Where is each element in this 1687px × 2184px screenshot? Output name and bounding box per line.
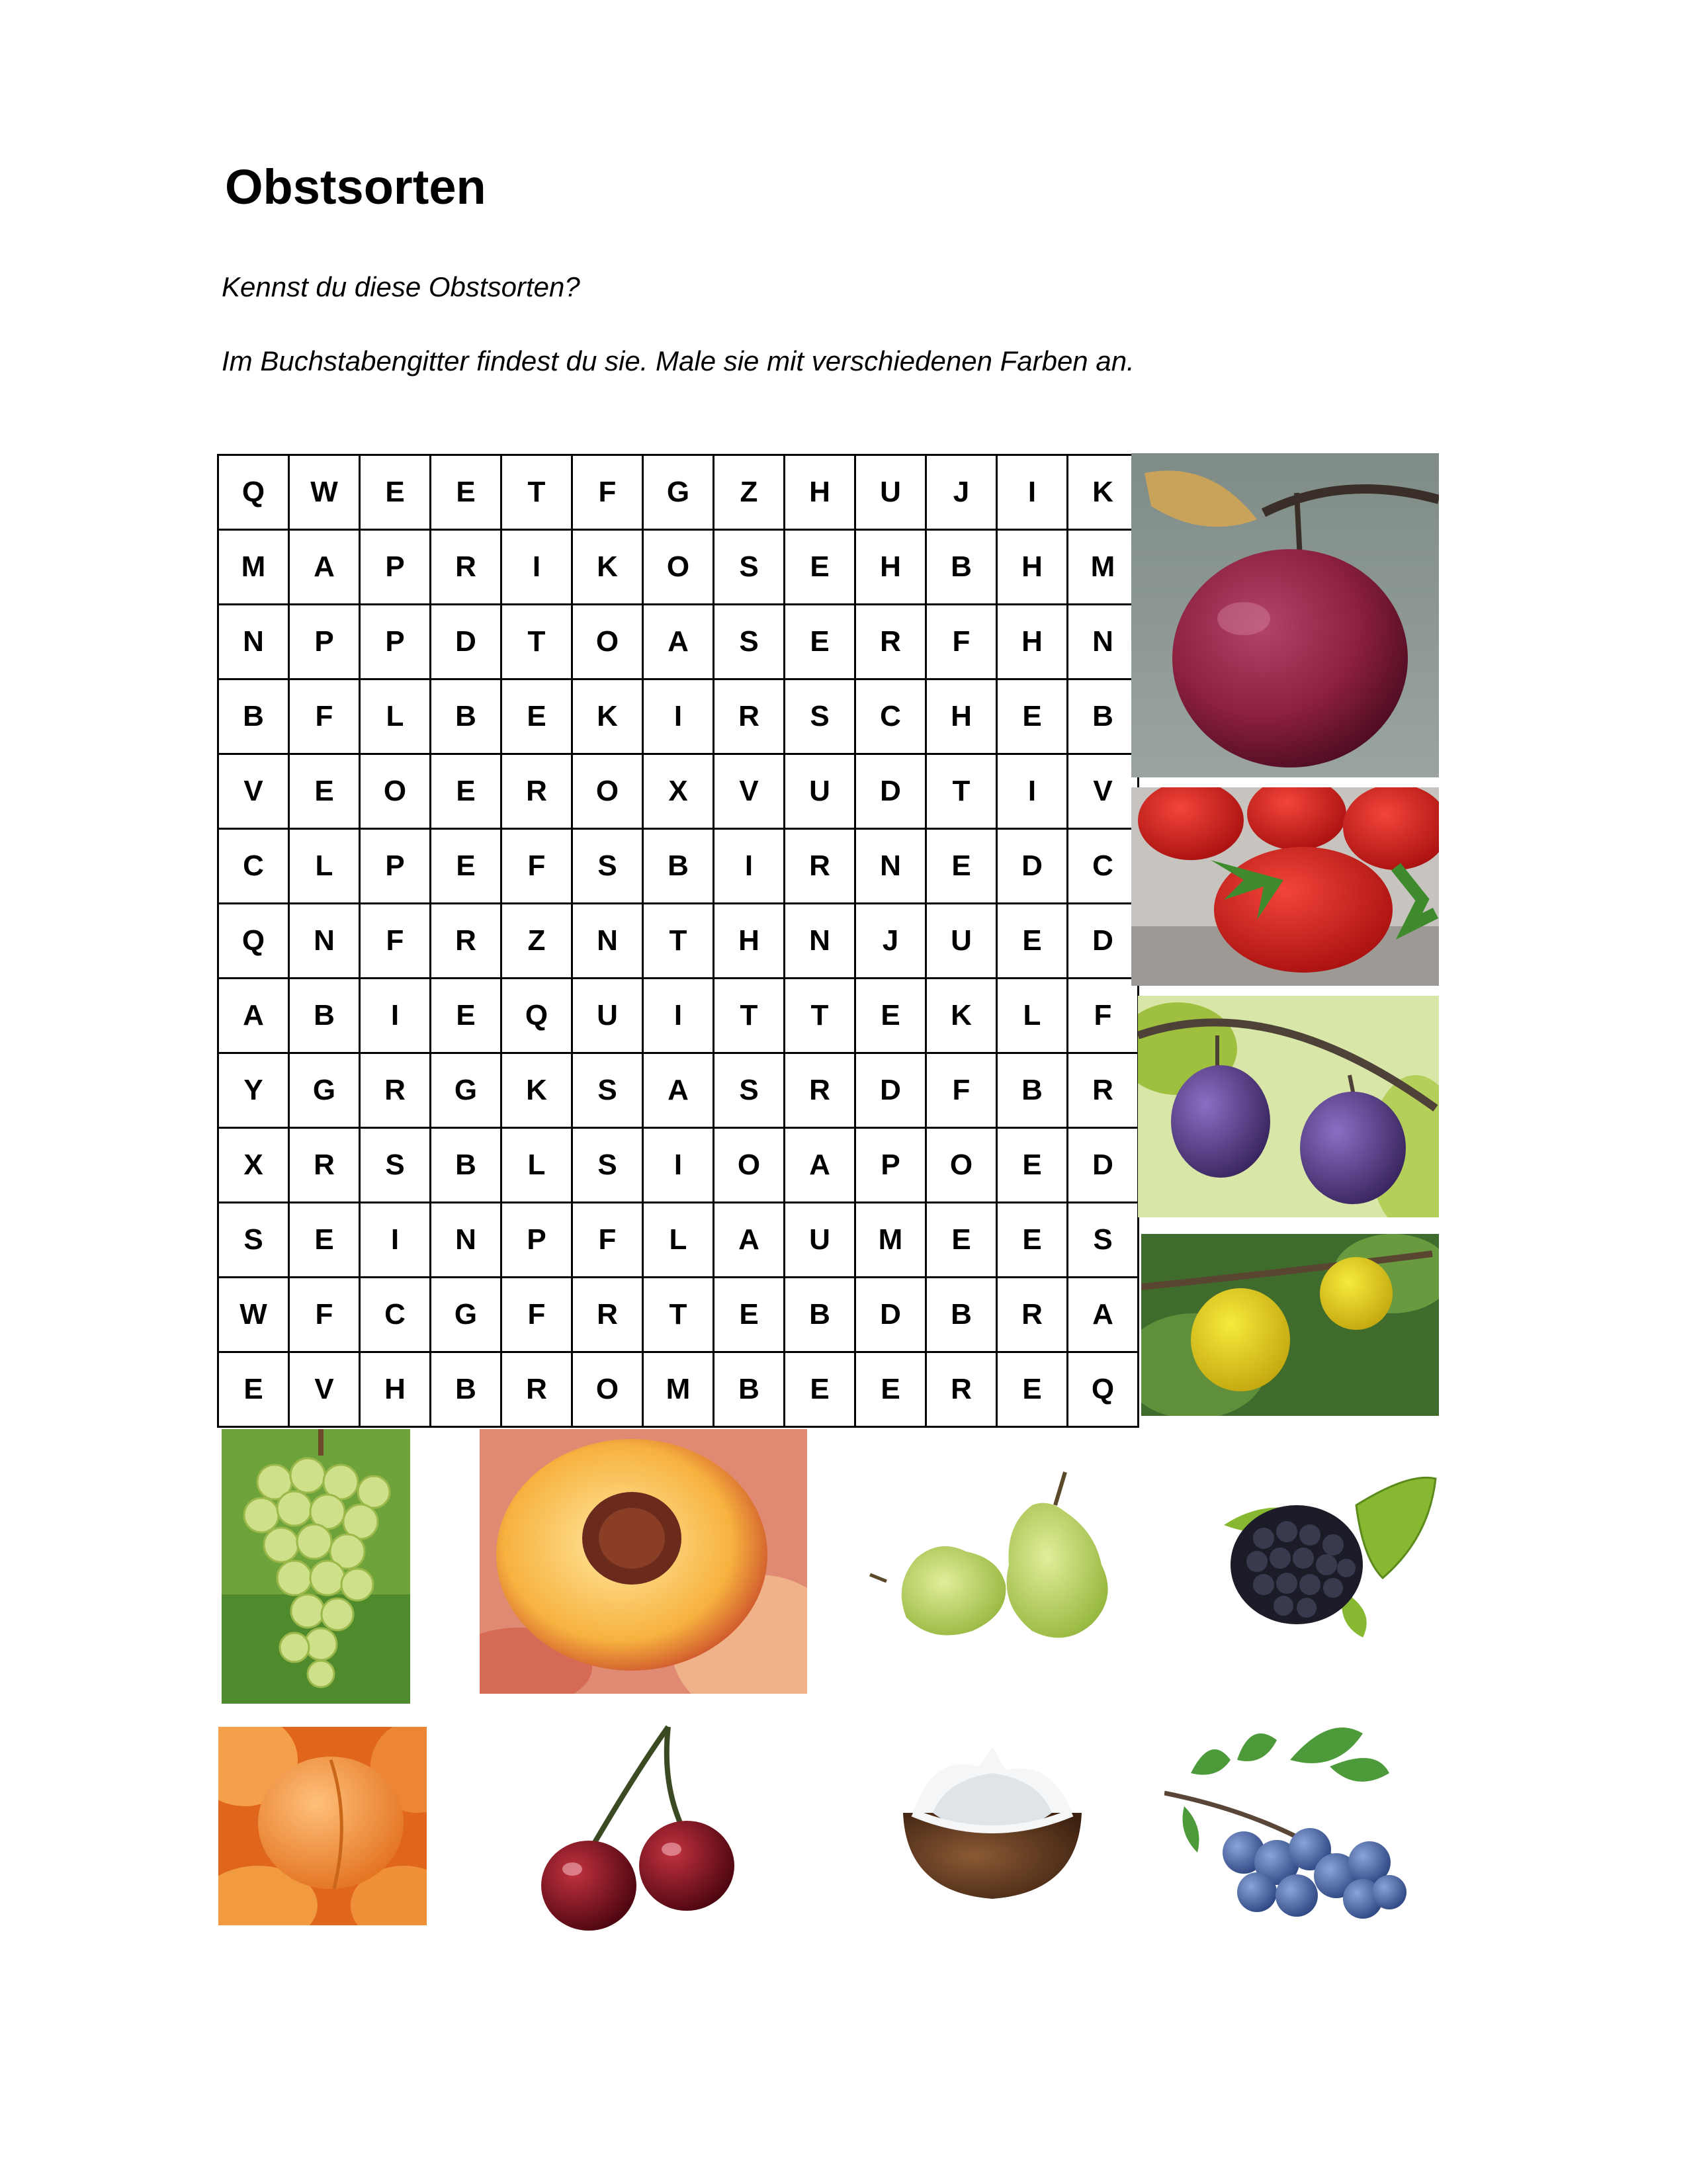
grid-cell[interactable]: V bbox=[218, 754, 289, 829]
cherries-photo bbox=[536, 1720, 748, 1939]
grid-cell[interactable]: R bbox=[855, 605, 926, 679]
grid-cell[interactable]: H bbox=[360, 1352, 431, 1427]
grid-cell[interactable]: E bbox=[431, 455, 501, 530]
grid-cell[interactable]: I bbox=[360, 1203, 431, 1278]
strawberry-photo bbox=[1131, 787, 1439, 986]
grid-row bbox=[218, 1203, 1139, 1278]
grid-cell[interactable]: F bbox=[289, 679, 360, 754]
blueberries-photo bbox=[1164, 1720, 1416, 1932]
page-title: Obstsorten bbox=[225, 159, 486, 214]
grid-cell[interactable]: S bbox=[714, 605, 785, 679]
grid-cell[interactable]: I bbox=[643, 679, 714, 754]
grid-cell[interactable]: R bbox=[572, 1278, 643, 1352]
grid-cell[interactable]: E bbox=[997, 1128, 1068, 1203]
grid-row bbox=[218, 829, 1139, 904]
grid-cell[interactable]: S bbox=[572, 829, 643, 904]
grid-cell[interactable]: E bbox=[785, 1352, 855, 1427]
grid-cell[interactable]: H bbox=[997, 530, 1068, 605]
grid-cell[interactable]: G bbox=[643, 455, 714, 530]
grid-cell[interactable]: E bbox=[997, 904, 1068, 979]
grid-cell[interactable]: D bbox=[855, 1053, 926, 1128]
grid-row bbox=[218, 1278, 1139, 1352]
grid-cell[interactable]: C bbox=[360, 1278, 431, 1352]
grid-cell[interactable]: I bbox=[714, 829, 785, 904]
quince-photo bbox=[1141, 1234, 1439, 1416]
grid-row bbox=[218, 455, 1139, 530]
grid-cell[interactable]: R bbox=[785, 829, 855, 904]
grid-row bbox=[218, 904, 1139, 979]
grid-cell[interactable]: H bbox=[855, 530, 926, 605]
grid-cell[interactable]: N bbox=[785, 904, 855, 979]
grid-cell[interactable]: O bbox=[360, 754, 431, 829]
plum-photo bbox=[1138, 996, 1439, 1217]
grid-cell[interactable]: U bbox=[926, 904, 997, 979]
grid-cell[interactable]: S bbox=[572, 1128, 643, 1203]
grid-cell[interactable]: G bbox=[431, 1278, 501, 1352]
grid-cell[interactable]: E bbox=[218, 1352, 289, 1427]
grid-cell[interactable]: T bbox=[926, 754, 997, 829]
grid-cell[interactable]: N bbox=[855, 829, 926, 904]
grid-cell[interactable]: A bbox=[714, 1203, 785, 1278]
grid-cell[interactable]: R bbox=[926, 1352, 997, 1427]
grid-cell[interactable]: L bbox=[643, 1203, 714, 1278]
grid-cell[interactable]: N bbox=[431, 1203, 501, 1278]
grid-cell[interactable]: S bbox=[572, 1053, 643, 1128]
grid-cell[interactable]: I bbox=[643, 979, 714, 1053]
grid-cell[interactable]: C bbox=[855, 679, 926, 754]
grid-cell[interactable]: O bbox=[572, 605, 643, 679]
grid-cell[interactable]: O bbox=[572, 754, 643, 829]
grid-cell[interactable]: C bbox=[1068, 829, 1139, 904]
grid-cell[interactable]: R bbox=[360, 1053, 431, 1128]
grid-cell[interactable]: E bbox=[289, 1203, 360, 1278]
intro-question: Kennst du diese Obstsorten? bbox=[222, 271, 580, 302]
grid-cell[interactable]: R bbox=[1068, 1053, 1139, 1128]
grid-cell[interactable]: Q bbox=[218, 904, 289, 979]
grid-cell[interactable]: V bbox=[289, 1352, 360, 1427]
grid-cell[interactable]: B bbox=[218, 679, 289, 754]
grid-row bbox=[218, 1128, 1139, 1203]
grid-cell[interactable]: D bbox=[431, 605, 501, 679]
letter-grid bbox=[217, 454, 1139, 1428]
grid-cell[interactable]: F bbox=[289, 1278, 360, 1352]
grid-cell[interactable]: B bbox=[926, 1278, 997, 1352]
grid-cell[interactable]: G bbox=[431, 1053, 501, 1128]
grid-cell[interactable]: U bbox=[785, 1203, 855, 1278]
grid-cell[interactable]: E bbox=[501, 679, 572, 754]
grid-row bbox=[218, 605, 1139, 679]
grid-cell[interactable]: I bbox=[360, 979, 431, 1053]
grid-cell[interactable]: W bbox=[289, 455, 360, 530]
grid-cell[interactable]: E bbox=[997, 679, 1068, 754]
grid-cell[interactable]: T bbox=[714, 979, 785, 1053]
grid-cell[interactable]: F bbox=[501, 1278, 572, 1352]
grid-cell[interactable]: O bbox=[926, 1128, 997, 1203]
grid-cell[interactable]: K bbox=[572, 530, 643, 605]
grid-cell[interactable]: B bbox=[643, 829, 714, 904]
grid-cell[interactable]: L bbox=[289, 829, 360, 904]
pears-photo bbox=[867, 1465, 1131, 1644]
grid-row bbox=[218, 1053, 1139, 1128]
grid-cell[interactable]: E bbox=[926, 1203, 997, 1278]
grid-cell[interactable]: I bbox=[997, 754, 1068, 829]
grid-cell[interactable]: Z bbox=[714, 455, 785, 530]
grid-cell[interactable]: T bbox=[785, 979, 855, 1053]
grid-cell[interactable]: S bbox=[714, 1053, 785, 1128]
grid-row bbox=[218, 1352, 1139, 1427]
grid-cell[interactable]: A bbox=[289, 530, 360, 605]
grid-cell[interactable]: R bbox=[785, 1053, 855, 1128]
grid-cell[interactable]: O bbox=[643, 530, 714, 605]
grid-cell[interactable]: N bbox=[1068, 605, 1139, 679]
grid-cell[interactable]: F bbox=[360, 904, 431, 979]
grid-cell[interactable]: P bbox=[360, 530, 431, 605]
grid-cell[interactable]: M bbox=[218, 530, 289, 605]
grid-cell[interactable]: S bbox=[785, 679, 855, 754]
grid-cell[interactable]: Q bbox=[501, 979, 572, 1053]
grid-cell[interactable]: V bbox=[1068, 754, 1139, 829]
grid-cell[interactable]: X bbox=[218, 1128, 289, 1203]
grid-cell[interactable]: L bbox=[997, 979, 1068, 1053]
grid-cell[interactable]: D bbox=[855, 754, 926, 829]
grid-cell[interactable]: A bbox=[785, 1128, 855, 1203]
grid-cell[interactable]: P bbox=[501, 1203, 572, 1278]
coconut-photo bbox=[893, 1733, 1092, 1905]
grid-cell[interactable]: F bbox=[572, 1203, 643, 1278]
grid-cell[interactable]: D bbox=[1068, 1128, 1139, 1203]
grid-cell[interactable]: E bbox=[431, 979, 501, 1053]
grid-cell[interactable]: A bbox=[1068, 1278, 1139, 1352]
grid-cell[interactable]: B bbox=[785, 1278, 855, 1352]
grid-row bbox=[218, 754, 1139, 829]
grid-cell[interactable]: E bbox=[431, 754, 501, 829]
grid-cell[interactable]: P bbox=[360, 605, 431, 679]
grid-cell[interactable]: H bbox=[714, 904, 785, 979]
grid-cell[interactable]: E bbox=[997, 1203, 1068, 1278]
grid-cell[interactable]: B bbox=[431, 679, 501, 754]
grid-cell[interactable]: Q bbox=[1068, 1352, 1139, 1427]
apple-photo bbox=[1131, 453, 1439, 777]
grid-cell[interactable]: S bbox=[714, 530, 785, 605]
grid-cell[interactable]: T bbox=[643, 904, 714, 979]
grid-cell[interactable]: K bbox=[1068, 455, 1139, 530]
grid-cell[interactable]: B bbox=[997, 1053, 1068, 1128]
grid-cell[interactable]: B bbox=[431, 1352, 501, 1427]
grid-row bbox=[218, 979, 1139, 1053]
grid-cell[interactable]: U bbox=[572, 979, 643, 1053]
grid-cell[interactable]: L bbox=[360, 679, 431, 754]
grid-cell[interactable]: V bbox=[714, 754, 785, 829]
grid-cell[interactable]: A bbox=[218, 979, 289, 1053]
grid-cell[interactable]: U bbox=[855, 455, 926, 530]
grid-cell[interactable]: E bbox=[855, 979, 926, 1053]
grid-cell[interactable]: T bbox=[501, 455, 572, 530]
apricot-photo bbox=[218, 1727, 427, 1925]
intro-instruction: Im Buchstabengitter findest du sie. Male sie mit verschiedenen Farben an. bbox=[222, 345, 1135, 376]
grid-cell[interactable]: R bbox=[431, 530, 501, 605]
blackberry-photo bbox=[1197, 1465, 1442, 1651]
grid-cell[interactable]: M bbox=[1068, 530, 1139, 605]
grid-cell[interactable]: E bbox=[289, 754, 360, 829]
grid-cell[interactable]: T bbox=[501, 605, 572, 679]
grid-cell[interactable]: D bbox=[997, 829, 1068, 904]
grid-cell[interactable]: A bbox=[643, 605, 714, 679]
grid-cell[interactable]: J bbox=[855, 904, 926, 979]
grid-cell[interactable]: E bbox=[360, 455, 431, 530]
grid-cell[interactable]: X bbox=[643, 754, 714, 829]
grid-cell[interactable]: N bbox=[289, 904, 360, 979]
grid-cell[interactable]: E bbox=[997, 1352, 1068, 1427]
grid-cell[interactable]: I bbox=[501, 530, 572, 605]
grid-cell[interactable]: K bbox=[572, 679, 643, 754]
grid-cell[interactable]: S bbox=[360, 1128, 431, 1203]
grid-cell[interactable]: O bbox=[572, 1352, 643, 1427]
grid-cell[interactable]: H bbox=[997, 605, 1068, 679]
grid-cell[interactable]: T bbox=[643, 1278, 714, 1352]
grid-cell[interactable]: P bbox=[289, 605, 360, 679]
grid-cell[interactable]: H bbox=[785, 455, 855, 530]
grid-cell[interactable]: F bbox=[926, 1053, 997, 1128]
grid-cell[interactable]: B bbox=[714, 1352, 785, 1427]
grid-cell[interactable]: B bbox=[1068, 679, 1139, 754]
grid-cell[interactable]: I bbox=[997, 455, 1068, 530]
grid-cell[interactable]: B bbox=[431, 1128, 501, 1203]
grid-cell[interactable]: E bbox=[926, 829, 997, 904]
grid-cell[interactable]: B bbox=[926, 530, 997, 605]
grid-row bbox=[218, 679, 1139, 754]
nectarine-photo bbox=[480, 1429, 807, 1694]
grid-cell[interactable]: Y bbox=[218, 1053, 289, 1128]
grid-cell[interactable]: P bbox=[855, 1128, 926, 1203]
grid-cell[interactable]: K bbox=[926, 979, 997, 1053]
grid-cell[interactable]: E bbox=[785, 605, 855, 679]
grid-cell[interactable]: A bbox=[643, 1053, 714, 1128]
grid-cell[interactable]: F bbox=[1068, 979, 1139, 1053]
grid-cell[interactable]: D bbox=[1068, 904, 1139, 979]
grid-row bbox=[218, 530, 1139, 605]
grid-cell[interactable]: R bbox=[714, 679, 785, 754]
grid-cell[interactable]: P bbox=[360, 829, 431, 904]
grid-cell[interactable]: H bbox=[926, 679, 997, 754]
grid-cell[interactable]: E bbox=[855, 1352, 926, 1427]
grid-cell[interactable]: Z bbox=[501, 904, 572, 979]
grid-cell[interactable]: N bbox=[572, 904, 643, 979]
grid-cell[interactable]: E bbox=[785, 530, 855, 605]
grid-cell[interactable]: F bbox=[501, 829, 572, 904]
grid-cell[interactable]: C bbox=[218, 829, 289, 904]
grid-cell[interactable]: O bbox=[714, 1128, 785, 1203]
grid-cell[interactable]: F bbox=[572, 455, 643, 530]
grid-cell[interactable]: J bbox=[926, 455, 997, 530]
grid-cell[interactable]: B bbox=[289, 979, 360, 1053]
grid-cell[interactable]: W bbox=[218, 1278, 289, 1352]
grid-cell[interactable]: L bbox=[501, 1128, 572, 1203]
grid-cell[interactable]: E bbox=[431, 829, 501, 904]
grid-cell[interactable]: E bbox=[714, 1278, 785, 1352]
grid-cell[interactable]: F bbox=[926, 605, 997, 679]
grid-cell[interactable]: S bbox=[218, 1203, 289, 1278]
grid-cell[interactable]: K bbox=[501, 1053, 572, 1128]
grid-cell[interactable]: I bbox=[643, 1128, 714, 1203]
grid-cell[interactable]: R bbox=[501, 1352, 572, 1427]
grid-cell[interactable]: M bbox=[643, 1352, 714, 1427]
grid-cell[interactable]: R bbox=[431, 904, 501, 979]
grid-cell[interactable]: S bbox=[1068, 1203, 1139, 1278]
grid-cell[interactable]: N bbox=[218, 605, 289, 679]
grid-cell[interactable]: R bbox=[289, 1128, 360, 1203]
grid-cell[interactable]: M bbox=[855, 1203, 926, 1278]
grid-cell[interactable]: G bbox=[289, 1053, 360, 1128]
grid-cell[interactable]: R bbox=[501, 754, 572, 829]
grid-cell[interactable]: R bbox=[997, 1278, 1068, 1352]
grapes-photo bbox=[222, 1429, 410, 1704]
grid-cell[interactable]: U bbox=[785, 754, 855, 829]
grid-cell[interactable]: D bbox=[855, 1278, 926, 1352]
grid-cell[interactable]: Q bbox=[218, 455, 289, 530]
